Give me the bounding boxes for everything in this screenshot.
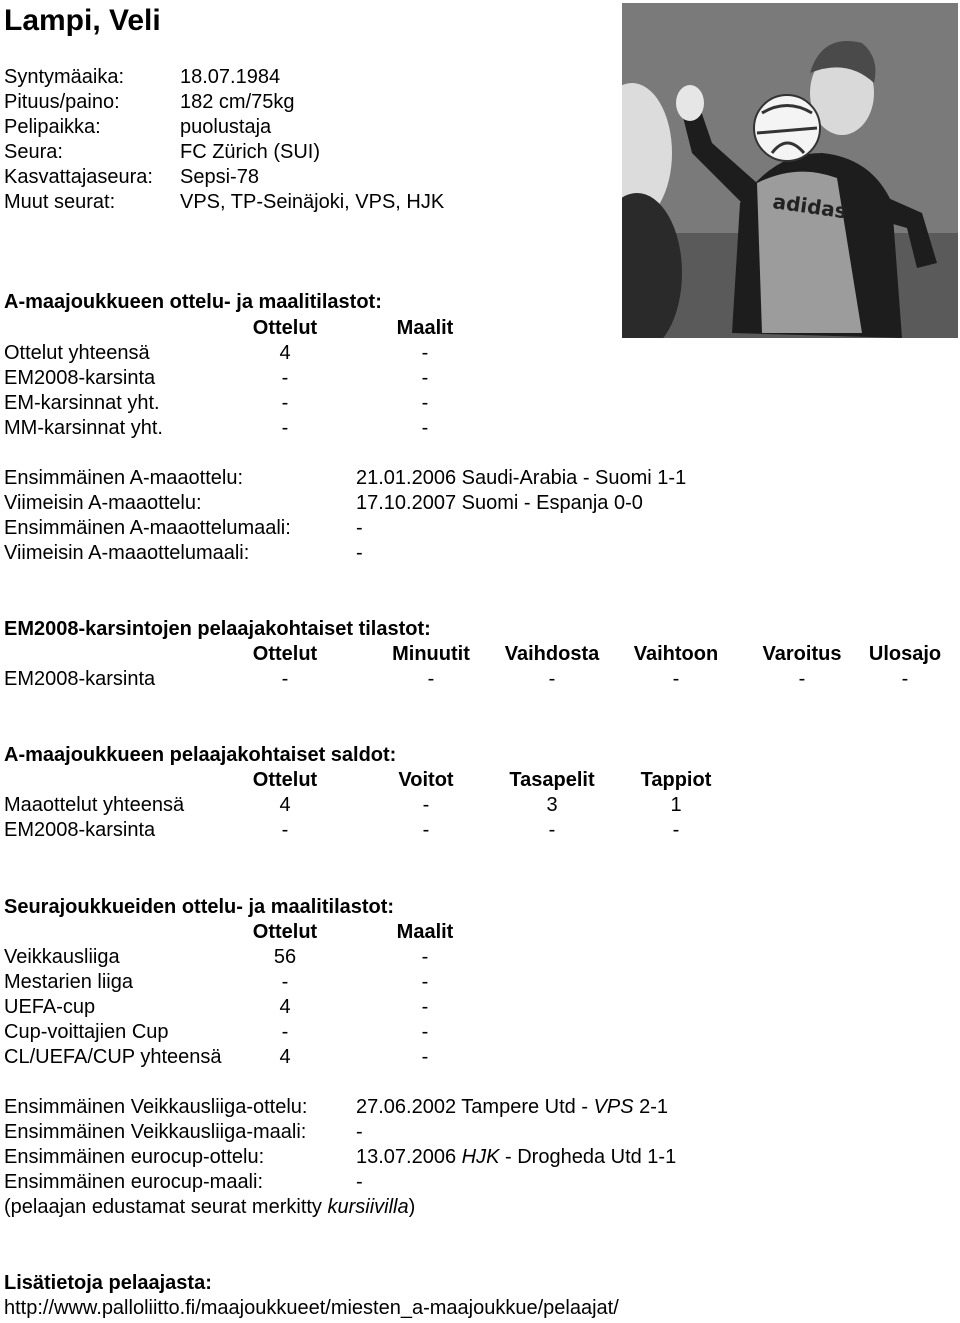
balance-row-label: EM2008-karsinta: [4, 819, 156, 841]
profile-label: Muut seurat:: [4, 191, 116, 213]
club-row-goals: -: [421, 971, 429, 993]
profile-label: Kasvattajaseura:: [4, 166, 153, 188]
qual-row-value: -: [281, 668, 289, 690]
national-row-goals: -: [421, 392, 429, 414]
qual-row-value: -: [427, 668, 435, 690]
first-euro-goal-label: Ensimmäinen eurocup-maali:: [4, 1171, 264, 1193]
national-row-matches: -: [281, 417, 289, 439]
player-photo-illustration: [622, 3, 958, 338]
qual-col-header: Minuutit: [392, 643, 470, 665]
club-row-label: Mestarien liiga: [4, 971, 133, 993]
profile-label: Pelipaikka:: [4, 116, 101, 138]
balance-col-header: Voitot: [398, 769, 454, 791]
national-row-goals: -: [421, 342, 429, 364]
italic-note-pre: (pelaajan edustamat seurat merkitty: [4, 1196, 328, 1218]
qual-col-header: Vaihtoon: [633, 643, 719, 665]
col-header-goals: Maalit: [396, 317, 454, 339]
latest-match-value: 17.10.2007 Suomi - Espanja 0-0: [356, 492, 643, 514]
italic-note-word: kursiivilla: [327, 1196, 409, 1218]
profile-value: Sepsi-78: [180, 166, 259, 188]
national-row-label: EM-karsinnat yht.: [4, 392, 160, 414]
represented-club-italic: VPS: [593, 1096, 634, 1118]
club-row-matches: -: [281, 1021, 289, 1043]
profile-value: 182 cm/75kg: [180, 91, 295, 113]
profile-value: VPS, TP-Seinäjoki, VPS, HJK: [180, 191, 445, 213]
profile-value: FC Zürich (SUI): [180, 141, 320, 163]
national-row-matches: -: [281, 367, 289, 389]
club-row-matches: 4: [279, 1046, 291, 1068]
first-league-match-pre: 27.06.2002 Tampere Utd -: [356, 1096, 594, 1118]
profile-label: Seura:: [4, 141, 63, 163]
profile-value: 18.07.1984: [180, 66, 281, 88]
first-euro-match-pre: 13.07.2006: [356, 1146, 462, 1168]
more-info-heading: Lisätietoja pelaajasta:: [4, 1272, 212, 1294]
first-match-label: Ensimmäinen A-maaottelu:: [4, 467, 244, 489]
col-header-matches: Ottelut: [252, 317, 318, 339]
national-stats-heading: A-maajoukkueen ottelu- ja maalitilastot:: [4, 291, 382, 313]
profile-label: Syntymäaika:: [4, 66, 125, 88]
balance-col-header: Tasapelit: [509, 769, 595, 791]
player-photo: [622, 3, 958, 338]
represented-club-italic: HJK: [461, 1146, 500, 1168]
club-row-label: UEFA-cup: [4, 996, 96, 1018]
first-euro-match-label: Ensimmäinen eurocup-ottelu:: [4, 1146, 265, 1168]
qual-col-header: Ulosajo: [868, 643, 942, 665]
club-row-matches: 56: [273, 946, 297, 968]
balance-col-header: Tappiot: [640, 769, 712, 791]
club-row-goals: -: [421, 996, 429, 1018]
balance-row-value: -: [422, 819, 430, 841]
balance-row-value: 1: [670, 794, 682, 816]
club-col-header-goals: Maalit: [396, 921, 454, 943]
national-row-goals: -: [421, 417, 429, 439]
club-row-matches: -: [281, 971, 289, 993]
latest-goal-label: Viimeisin A-maaottelumaali:: [4, 542, 250, 564]
balance-row-value: -: [672, 819, 680, 841]
qual-col-header: Ottelut: [252, 643, 318, 665]
first-euro-goal-value: -: [356, 1171, 363, 1193]
national-row-label: Ottelut yhteensä: [4, 342, 150, 364]
qual-col-header: Varoitus: [762, 643, 842, 665]
national-row-label: MM-karsinnat yht.: [4, 417, 163, 439]
qual-row-value: -: [901, 668, 909, 690]
italic-note: [4, 1195, 415, 1220]
club-row-label: Cup-voittajien Cup: [4, 1021, 169, 1043]
balance-row-value: -: [281, 819, 289, 841]
page-title: Lampi, Veli: [4, 4, 161, 37]
national-row-matches: -: [281, 392, 289, 414]
italic-note-post: ): [408, 1196, 416, 1218]
club-row-matches: 4: [279, 996, 291, 1018]
balance-row-value: 4: [279, 794, 291, 816]
qual-col-header: Vaihdosta: [504, 643, 600, 665]
first-euro-match-value: [356, 1145, 676, 1170]
latest-match-label: Viimeisin A-maaottelu:: [4, 492, 202, 514]
club-row-label: Veikkausliiga: [4, 946, 120, 968]
first-goal-value: -: [356, 517, 363, 539]
first-match-value: 21.01.2006 Saudi-Arabia - Suomi 1-1: [356, 467, 687, 489]
club-row-goals: -: [421, 946, 429, 968]
qual-row-value: -: [798, 668, 806, 690]
balance-row-value: -: [422, 794, 430, 816]
balance-heading: A-maajoukkueen pelaajakohtaiset saldot:: [4, 744, 397, 766]
club-row-label: CL/UEFA/CUP yhteensä: [4, 1046, 222, 1068]
first-league-goal-value: -: [356, 1121, 363, 1143]
national-row-goals: -: [421, 367, 429, 389]
qual-row-label: EM2008-karsinta: [4, 668, 156, 690]
national-row-label: EM2008-karsinta: [4, 367, 156, 389]
first-euro-match-post: - Drogheda Utd 1-1: [499, 1146, 677, 1168]
qual-row-value: -: [548, 668, 556, 690]
balance-col-header: Ottelut: [252, 769, 318, 791]
national-row-matches: 4: [279, 342, 291, 364]
first-league-goal-label: Ensimmäinen Veikkausliiga-maali:: [4, 1121, 307, 1143]
club-row-goals: -: [421, 1046, 429, 1068]
first-league-match-post: 2-1: [633, 1096, 669, 1118]
qual-stats-heading: EM2008-karsintojen pelaajakohtaiset tilastot:: [4, 618, 431, 640]
balance-row-label: Maaottelut yhteensä: [4, 794, 185, 816]
balance-row-value: 3: [546, 794, 558, 816]
club-row-goals: -: [421, 1021, 429, 1043]
club-col-header-matches: Ottelut: [252, 921, 318, 943]
profile-value: puolustaja: [180, 116, 272, 138]
profile-label: Pituus/paino:: [4, 91, 120, 113]
first-goal-label: Ensimmäinen A-maaottelumaali:: [4, 517, 291, 539]
first-league-match-label: Ensimmäinen Veikkausliiga-ottelu:: [4, 1096, 308, 1118]
first-league-match-value: [356, 1095, 668, 1120]
latest-goal-value: -: [356, 542, 363, 564]
balance-row-value: -: [548, 819, 556, 841]
qual-row-value: -: [672, 668, 680, 690]
jersey-brand-text: adidas: [771, 189, 849, 224]
club-stats-heading: Seurajoukkueiden ottelu- ja maalitilastot:: [4, 896, 395, 918]
player-info-link[interactable]: http://www.palloliitto.fi/maajoukkueet/miesten_a-maajoukkue/pelaajat/: [4, 1297, 619, 1319]
